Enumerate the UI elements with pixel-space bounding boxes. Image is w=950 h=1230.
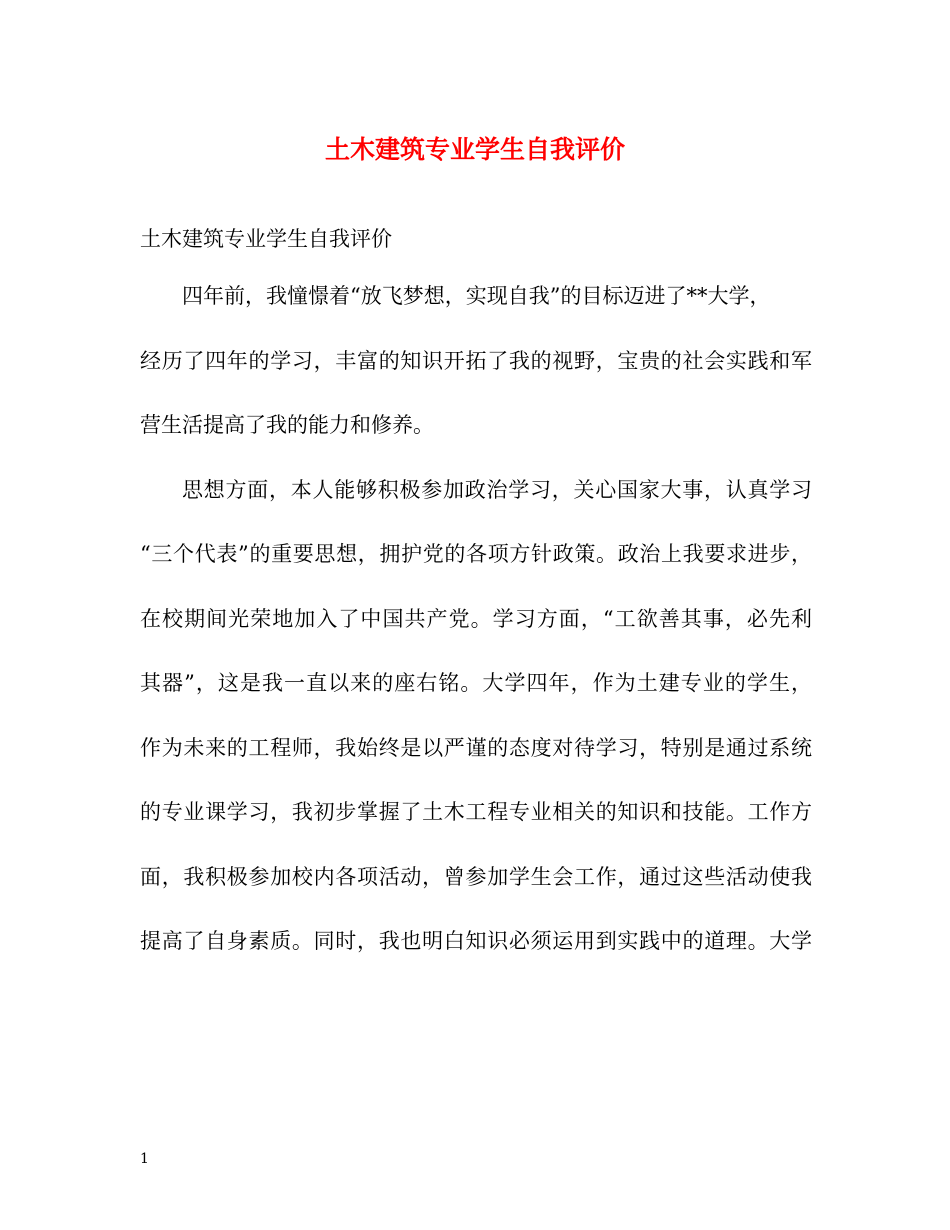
body-line-6: 在校期间光荣地加入了中国共产党。学习方面，“工欲善其事，必先利 (140, 606, 812, 631)
body-line-7: 其器”，这是我一直以来的座右铭。大学四年，作为土建专业的学生， (140, 671, 812, 695)
body-line-11: 提高了自身素质。同时，我也明白知识必须运用到实践中的道理。大学 (140, 929, 812, 953)
body-line-9: 的专业课学习，我初步掌握了土木工程专业相关的知识和技能。工作方 (140, 800, 812, 824)
body-line-1: 四年前，我憧憬着“放飞梦想，实现自我”的目标迈进了**大学， (182, 284, 771, 308)
document-title: 土木建筑专业学生自我评价 (324, 135, 625, 164)
body-line-2: 经历了四年的学习，丰富的知识开拓了我的视野，宝贵的社会实践和军 (140, 348, 812, 373)
body-line-10: 面，我积极参加校内各项活动，曾参加学生会工作，通过这些活动使我 (140, 864, 812, 889)
body-line-8: 作为未来的工程师，我始终是以严谨的态度对待学习，特别是通过系统 (140, 735, 812, 760)
body-line-4: 思想方面，本人能够积极参加政治学习，关心国家大事，认真学习 (182, 477, 812, 502)
body-line-5: “三个代表”的重要思想，拥护党的各项方针政策。政治上我要求进步， (140, 542, 812, 566)
document-subtitle: 土木建筑专业学生自我评价 (140, 227, 392, 251)
page-number: 1 (140, 1151, 149, 1167)
document-body (140, 214, 812, 974)
body-line-3: 营生活提高了我的能力和修养。 (140, 413, 434, 437)
